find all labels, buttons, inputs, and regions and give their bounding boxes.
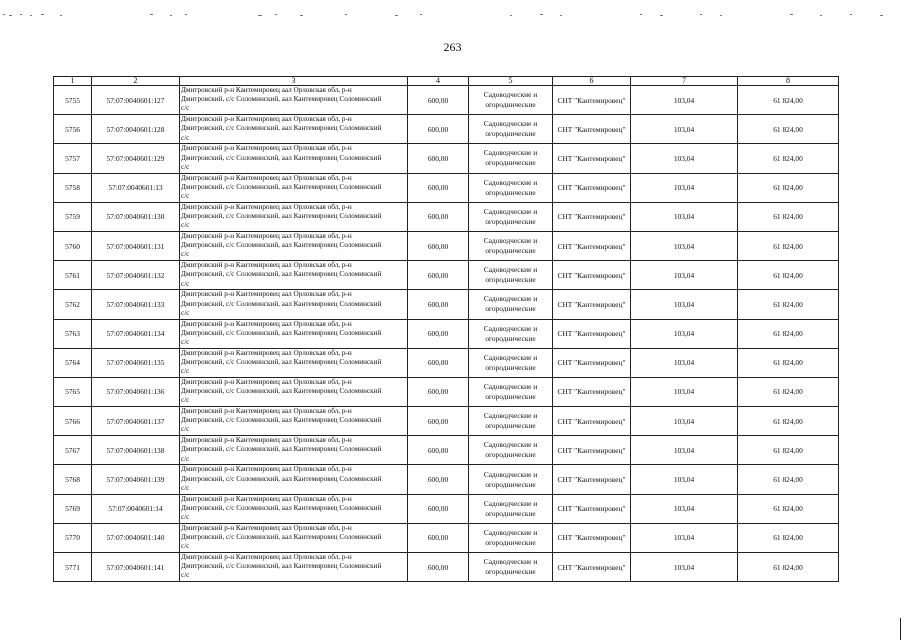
land-use-cell: Садоводческие и огороднические — [469, 86, 553, 115]
land-use-cell: Садоводческие и огороднические — [469, 436, 553, 465]
row-number-cell: 5768 — [54, 465, 92, 494]
column-header: 3 — [180, 77, 408, 86]
cadastral-value-cell: 61 824,00 — [738, 202, 839, 231]
land-use-cell: Садоводческие и огороднические — [469, 173, 553, 202]
area-cell: 600,00 — [408, 202, 469, 231]
area-cell: 600,00 — [408, 86, 469, 115]
price-per-sqm-cell: 103,04 — [631, 523, 738, 552]
address-cell: Дмитровский р-н Кантемировец аал Орловская обл, р-н Дмитровский, с/с Соломинский, аал Кантемировец Соломинский с/с — [180, 465, 408, 494]
column-header: 7 — [631, 77, 738, 86]
table-row — [54, 407, 839, 436]
address-cell: Дмитровский р-н Кантемировец аал Орловская обл, р-н Дмитровский, с/с Соломинский, аал Кантемировец Соломинский с/с — [180, 144, 408, 173]
area-cell: 600,00 — [408, 348, 469, 377]
owner-cell: СНТ "Кантемировец" — [553, 494, 631, 523]
area-cell: 600,00 — [408, 553, 469, 582]
column-header: 8 — [738, 77, 839, 86]
cadastral-value-cell: 61 824,00 — [738, 407, 839, 436]
column-header: 5 — [469, 77, 553, 86]
land-use-cell: Садоводческие и огороднические — [469, 494, 553, 523]
area-cell: 600,00 — [408, 173, 469, 202]
address-cell: Дмитровский р-н Кантемировец аал Орловская обл, р-н Дмитровский, с/с Соломинский, аал Кантемировец Соломинский с/с — [180, 377, 408, 406]
price-per-sqm-cell: 103,04 — [631, 436, 738, 465]
cadastral-number-cell: 57:07:0040601:135 — [92, 348, 180, 377]
area-cell: 600,00 — [408, 115, 469, 144]
cadastral-value-cell: 61 824,00 — [738, 115, 839, 144]
cadastral-value-cell: 61 824,00 — [738, 261, 839, 290]
cadastral-number-cell: 57:07:0040601:132 — [92, 261, 180, 290]
row-number-cell: 5769 — [54, 494, 92, 523]
row-number-cell: 5756 — [54, 115, 92, 144]
cadastral-value-cell: 61 824,00 — [738, 494, 839, 523]
land-use-cell: Садоводческие и огороднические — [469, 465, 553, 494]
row-number-cell: 5766 — [54, 407, 92, 436]
cadastral-number-cell: 57:07:0040601:128 — [92, 115, 180, 144]
price-per-sqm-cell: 103,04 — [631, 231, 738, 260]
owner-cell: СНТ "Кантемировец" — [553, 436, 631, 465]
address-cell: Дмитровский р-н Кантемировец аал Орловская обл, р-н Дмитровский, с/с Соломинский, аал Кантемировец Соломинский с/с — [180, 494, 408, 523]
address-cell: Дмитровский р-н Кантемировец аал Орловская обл, р-н Дмитровский, с/с Соломинский, аал Кантемировец Соломинский с/с — [180, 290, 408, 319]
address-cell: Дмитровский р-н Кантемировец аал Орловская обл, р-н Дмитровский, с/с Соломинский, аал Кантемировец Соломинский с/с — [180, 436, 408, 465]
area-cell: 600,00 — [408, 261, 469, 290]
address-cell: Дмитровский р-н Кантемировец аал Орловская обл, р-н Дмитровский, с/с Соломинский, аал Кантемировец Соломинский с/с — [180, 173, 408, 202]
address-cell: Дмитровский р-н Кантемировец аал Орловская обл, р-н Дмитровский, с/с Соломинский, аал Кантемировец Соломинский с/с — [180, 231, 408, 260]
owner-cell: СНТ "Кантемировец" — [553, 290, 631, 319]
table-row — [54, 86, 839, 115]
cadastral-value-cell: 61 824,00 — [738, 377, 839, 406]
cadastral-value-cell: 61 824,00 — [738, 465, 839, 494]
address-cell: Дмитровский р-н Кантемировец аал Орловская обл, р-н Дмитровский, с/с Соломинский, аал Кантемировец Соломинский с/с — [180, 523, 408, 552]
cadastral-number-cell: 57:07:0040601:136 — [92, 377, 180, 406]
area-cell: 600,00 — [408, 319, 469, 348]
land-use-cell: Садоводческие и огороднические — [469, 348, 553, 377]
owner-cell: СНТ "Кантемировец" — [553, 261, 631, 290]
owner-cell: СНТ "Кантемировец" — [553, 86, 631, 115]
column-number-row — [54, 77, 839, 86]
land-use-cell: Садоводческие и огороднические — [469, 553, 553, 582]
owner-cell: СНТ "Кантемировец" — [553, 523, 631, 552]
table-row — [54, 115, 839, 144]
address-cell: Дмитровский р-н Кантемировец аал Орловская обл, р-н Дмитровский, с/с Соломинский, аал Кантемировец Соломинский с/с — [180, 86, 408, 115]
row-number-cell: 5771 — [54, 553, 92, 582]
land-use-cell: Садоводческие и огороднические — [469, 377, 553, 406]
table-row — [54, 144, 839, 173]
land-use-cell: Садоводческие и огороднические — [469, 523, 553, 552]
area-cell: 600,00 — [408, 144, 469, 173]
cadastral-number-cell: 57:07:0040601:139 — [92, 465, 180, 494]
cadastral-value-cell: 61 824,00 — [738, 319, 839, 348]
column-header: 2 — [92, 77, 180, 86]
cadastral-value-cell: 61 824,00 — [738, 173, 839, 202]
row-number-cell: 5759 — [54, 202, 92, 231]
address-cell: Дмитровский р-н Кантемировец аал Орловская обл, р-н Дмитровский, с/с Соломинский, аал Кантемировец Соломинский с/с — [180, 202, 408, 231]
owner-cell: СНТ "Кантемировец" — [553, 115, 631, 144]
cadastral-number-cell: 57:07:0040601:138 — [92, 436, 180, 465]
address-cell: Дмитровский р-н Кантемировец аал Орловская обл, р-н Дмитровский, с/с Соломинский, аал Кантемировец Соломинский с/с — [180, 407, 408, 436]
price-per-sqm-cell: 103,04 — [631, 494, 738, 523]
owner-cell: СНТ "Кантемировец" — [553, 173, 631, 202]
cadastral-number-cell: 57:07:0040601:129 — [92, 144, 180, 173]
table-row — [54, 231, 839, 260]
cadastral-value-cell: 61 824,00 — [738, 290, 839, 319]
price-per-sqm-cell: 103,04 — [631, 115, 738, 144]
price-per-sqm-cell: 103,04 — [631, 202, 738, 231]
owner-cell: СНТ "Кантемировец" — [553, 407, 631, 436]
address-cell: Дмитровский р-н Кантемировец аал Орловская обл, р-н Дмитровский, с/с Соломинский, аал Кантемировец Соломинский с/с — [180, 115, 408, 144]
table-row — [54, 319, 839, 348]
cadastral-number-cell: 57:07:0040601:14 — [92, 494, 180, 523]
cadastral-number-cell: 57:07:0040601:140 — [92, 523, 180, 552]
owner-cell: СНТ "Кантемировец" — [553, 348, 631, 377]
area-cell: 600,00 — [408, 290, 469, 319]
row-number-cell: 5765 — [54, 377, 92, 406]
area-cell: 600,00 — [408, 407, 469, 436]
row-number-cell: 5761 — [54, 261, 92, 290]
table-row — [54, 261, 839, 290]
table-row — [54, 523, 839, 552]
land-use-cell: Садоводческие и огороднические — [469, 290, 553, 319]
cadastral-number-cell: 57:07:0040601:13 — [92, 173, 180, 202]
area-cell: 600,00 — [408, 436, 469, 465]
cadastral-number-cell: 57:07:0040601:134 — [92, 319, 180, 348]
price-per-sqm-cell: 103,04 — [631, 465, 738, 494]
land-registry-table — [53, 76, 839, 582]
address-cell: Дмитровский р-н Кантемировец аал Орловская обл, р-н Дмитровский, с/с Соломинский, аал Кантемировец Соломинский с/с — [180, 319, 408, 348]
owner-cell: СНТ "Кантемировец" — [553, 465, 631, 494]
table-row — [54, 465, 839, 494]
table-row — [54, 553, 839, 582]
cadastral-number-cell: 57:07:0040601:130 — [92, 202, 180, 231]
row-number-cell: 5757 — [54, 144, 92, 173]
row-number-cell: 5760 — [54, 231, 92, 260]
row-number-cell: 5762 — [54, 290, 92, 319]
owner-cell: СНТ "Кантемировец" — [553, 202, 631, 231]
cadastral-number-cell: 57:07:0040601:131 — [92, 231, 180, 260]
cadastral-number-cell: 57:07:0040601:137 — [92, 407, 180, 436]
cadastral-number-cell: 57:07:0040601:141 — [92, 553, 180, 582]
table-row — [54, 173, 839, 202]
owner-cell: СНТ "Кантемировец" — [553, 553, 631, 582]
scan-edge-mark — [900, 618, 901, 640]
cadastral-value-cell: 61 824,00 — [738, 553, 839, 582]
cadastral-value-cell: 61 824,00 — [738, 523, 839, 552]
price-per-sqm-cell: 103,04 — [631, 553, 738, 582]
cadastral-value-cell: 61 824,00 — [738, 436, 839, 465]
table-row — [54, 436, 839, 465]
scan-noise-marks — [0, 12, 905, 22]
address-cell: Дмитровский р-н Кантемировец аал Орловская обл, р-н Дмитровский, с/с Соломинский, аал Кантемировец Соломинский с/с — [180, 348, 408, 377]
area-cell: 600,00 — [408, 377, 469, 406]
column-header: 4 — [408, 77, 469, 86]
owner-cell: СНТ "Кантемировец" — [553, 144, 631, 173]
land-use-cell: Садоводческие и огороднические — [469, 407, 553, 436]
price-per-sqm-cell: 103,04 — [631, 261, 738, 290]
address-cell: Дмитровский р-н Кантемировец аал Орловская обл, р-н Дмитровский, с/с Соломинский, аал Кантемировец Соломинский с/с — [180, 261, 408, 290]
price-per-sqm-cell: 103,04 — [631, 319, 738, 348]
row-number-cell: 5755 — [54, 86, 92, 115]
land-use-cell: Садоводческие и огороднические — [469, 144, 553, 173]
price-per-sqm-cell: 103,04 — [631, 407, 738, 436]
price-per-sqm-cell: 103,04 — [631, 173, 738, 202]
owner-cell: СНТ "Кантемировец" — [553, 231, 631, 260]
cadastral-value-cell: 61 824,00 — [738, 348, 839, 377]
table-row — [54, 494, 839, 523]
area-cell: 600,00 — [408, 494, 469, 523]
row-number-cell: 5767 — [54, 436, 92, 465]
cadastral-number-cell: 57:07:0040601:133 — [92, 290, 180, 319]
area-cell: 600,00 — [408, 231, 469, 260]
land-use-cell: Садоводческие и огороднические — [469, 115, 553, 144]
cadastral-value-cell: 61 824,00 — [738, 86, 839, 115]
row-number-cell: 5758 — [54, 173, 92, 202]
table-row — [54, 202, 839, 231]
row-number-cell: 5770 — [54, 523, 92, 552]
page-number: 263 — [443, 40, 462, 54]
price-per-sqm-cell: 103,04 — [631, 377, 738, 406]
cadastral-value-cell: 61 824,00 — [738, 231, 839, 260]
land-use-cell: Садоводческие и огороднические — [469, 231, 553, 260]
price-per-sqm-cell: 103,04 — [631, 348, 738, 377]
row-number-cell: 5763 — [54, 319, 92, 348]
column-header: 1 — [54, 77, 92, 86]
table-row — [54, 348, 839, 377]
area-cell: 600,00 — [408, 465, 469, 494]
area-cell: 600,00 — [408, 523, 469, 552]
land-use-cell: Садоводческие и огороднические — [469, 202, 553, 231]
price-per-sqm-cell: 103,04 — [631, 86, 738, 115]
price-per-sqm-cell: 103,04 — [631, 290, 738, 319]
table-row — [54, 377, 839, 406]
land-use-cell: Садоводческие и огороднические — [469, 261, 553, 290]
owner-cell: СНТ "Кантемировец" — [553, 319, 631, 348]
table-row — [54, 290, 839, 319]
land-use-cell: Садоводческие и огороднические — [469, 319, 553, 348]
owner-cell: СНТ "Кантемировец" — [553, 377, 631, 406]
column-header: 6 — [553, 77, 631, 86]
address-cell: Дмитровский р-н Кантемировец аал Орловская обл, р-н Дмитровский, с/с Соломинский, аал Кантемировец Соломинский с/с — [180, 553, 408, 582]
cadastral-number-cell: 57:07:0040601:127 — [92, 86, 180, 115]
row-number-cell: 5764 — [54, 348, 92, 377]
cadastral-value-cell: 61 824,00 — [738, 144, 839, 173]
price-per-sqm-cell: 103,04 — [631, 144, 738, 173]
